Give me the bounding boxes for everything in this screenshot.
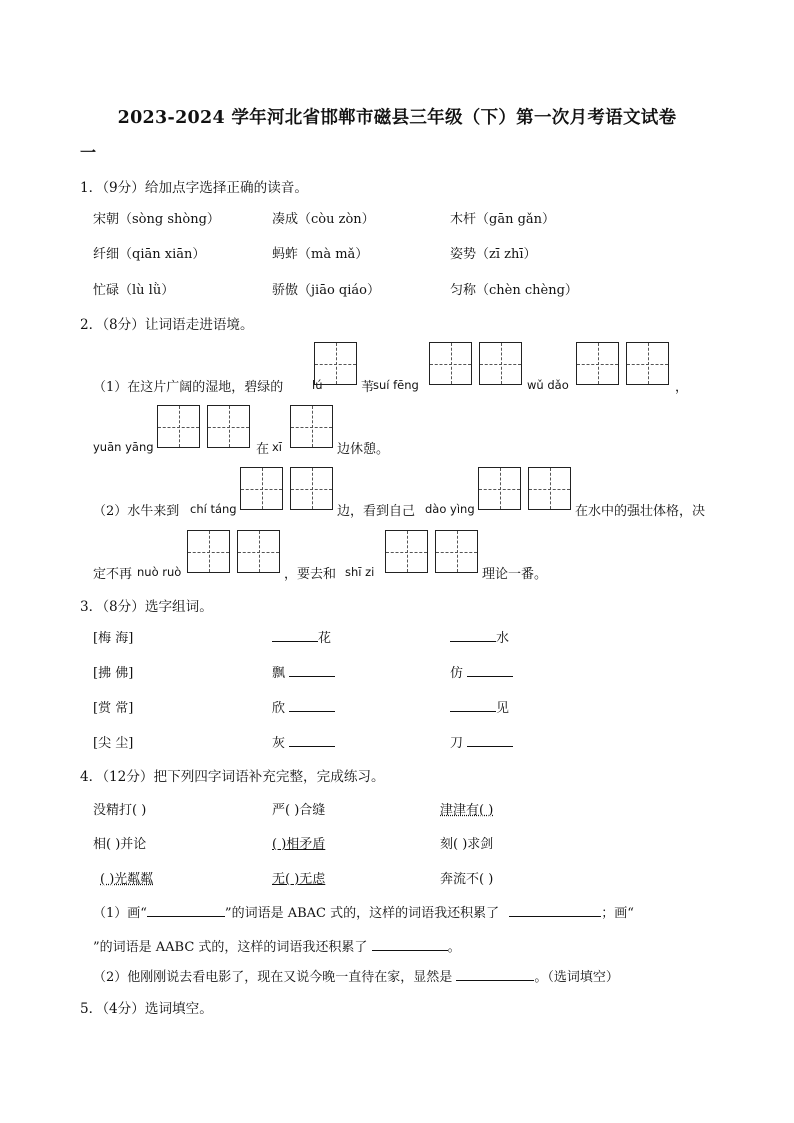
q2-text: 苇 — [361, 380, 375, 395]
answer-blank[interactable] — [450, 628, 496, 642]
q4-idiom[interactable]: ( )光粼粼 — [100, 872, 154, 887]
answer-blank[interactable] — [450, 698, 496, 712]
q3-stem: 3．（8分）选字组词。 — [80, 599, 213, 615]
q2-text: 在水中的强壮体格，决 — [575, 504, 706, 519]
q3-word[interactable]: 灰 — [272, 732, 335, 751]
q4-idiom[interactable]: 相( )并论 — [93, 837, 147, 852]
answer-blank[interactable] — [289, 663, 335, 677]
q2-text: ，要去和 — [284, 567, 337, 582]
q2-text: 在 — [256, 442, 270, 457]
page-title: 2023-2024 学年河北省邯郸市磁县三年级（下）第一次月考语文试卷 — [117, 108, 677, 128]
q4-sub1-cont: ”的词语是 AABC 式的，这样的词语我还积累了 。 — [93, 936, 461, 955]
writing-box[interactable] — [207, 405, 250, 448]
section-number: 一 — [80, 143, 97, 162]
q3-word[interactable]: 仿 — [450, 662, 513, 681]
q3-word[interactable]: 水 — [450, 627, 509, 646]
writing-box[interactable] — [435, 530, 478, 573]
answer-blank[interactable] — [467, 663, 513, 677]
q2-text: 边休憩。 — [337, 442, 390, 457]
pinyin: nuò ruò — [137, 565, 182, 579]
writing-box[interactable] — [478, 467, 521, 510]
q2-text: （2）水牛来到 — [93, 504, 180, 519]
q2-stem: 2．（8分）让词语走进语境。 — [80, 317, 254, 333]
pinyin: dào yìng — [425, 502, 475, 516]
q1-item: 匀称（chèn chèng） — [450, 283, 578, 298]
answer-blank[interactable] — [272, 628, 318, 642]
q1-item: 蚂蚱（mà mǎ） — [272, 247, 369, 262]
writing-box[interactable] — [290, 405, 333, 448]
pinyin: suí fēng — [373, 378, 419, 392]
writing-box[interactable] — [290, 467, 333, 510]
writing-box[interactable] — [626, 342, 669, 385]
q4-sub2: （2）他刚刚说去看电影了，现在又说今晚一直待在家，显然是 。（选词填空） — [93, 966, 619, 985]
q2-text: （1）在这片广阔的湿地，碧绿的 — [93, 380, 284, 395]
answer-blank[interactable] — [509, 903, 601, 917]
writing-box[interactable] — [479, 342, 522, 385]
q1-item: 凑成（còu zòn） — [272, 212, 375, 227]
writing-box[interactable] — [157, 405, 200, 448]
q3-word[interactable]: 见 — [450, 697, 509, 716]
pinyin: shī zi — [345, 565, 375, 579]
q1-item: 宋朝（sòng shòng） — [93, 212, 220, 227]
q4-idiom[interactable]: 严( )合缝 — [272, 803, 326, 818]
q2-text: 边，看到自己 — [337, 504, 416, 519]
answer-blank[interactable] — [289, 698, 335, 712]
q1-item: 木杆（gān gǎn） — [450, 212, 556, 227]
q1-item: 纤细（qiān xiān） — [93, 247, 206, 262]
q4-idiom[interactable]: 没精打( ) — [93, 803, 147, 818]
q4-idiom[interactable]: ( )相矛盾 — [272, 837, 326, 852]
pinyin: wǔ dǎo — [527, 378, 569, 392]
writing-box[interactable] — [528, 467, 571, 510]
pinyin: chí táng — [190, 502, 237, 516]
q2-text: 理论一番。 — [482, 567, 548, 582]
q4-idiom[interactable]: 刻( )求剑 — [440, 837, 494, 852]
q3-pair: [拂 佛] — [93, 666, 134, 681]
q3-word[interactable]: 欣 — [272, 697, 335, 716]
q3-pair: [尖 尘] — [93, 736, 134, 751]
q1-stem: 1．（9分）给加点字选择正确的读音。 — [80, 180, 308, 196]
q3-word[interactable]: 刀 — [450, 732, 513, 751]
q1-item: 忙碌（lù lǜ） — [93, 283, 175, 298]
q3-pair: [梅 海] — [93, 631, 134, 646]
writing-box[interactable] — [237, 530, 280, 573]
q1-item: 骄傲（jiāo qiáo） — [272, 283, 380, 298]
answer-blank[interactable] — [289, 733, 335, 747]
q4-idiom[interactable]: 奔流不( ) — [440, 872, 494, 887]
answer-blank[interactable] — [456, 967, 534, 981]
q3-word[interactable]: 飘 — [272, 662, 335, 681]
q4-sub1: （1）画“ ”的词语是 ABAC 式的，这样的词语我还积累了 ；画“ — [93, 902, 634, 921]
q3-word[interactable]: 花 — [272, 627, 331, 646]
writing-box[interactable] — [385, 530, 428, 573]
q5-stem: 5．（4分）选词填空。 — [80, 1001, 213, 1017]
q4-stem: 4．（12分）把下列四字词语补充完整，完成练习。 — [80, 769, 385, 785]
q3-pair: [赏 常] — [93, 701, 134, 716]
q4-idiom[interactable]: 无( )无虑 — [272, 872, 326, 887]
answer-blank[interactable] — [467, 733, 513, 747]
writing-box[interactable] — [429, 342, 472, 385]
pinyin: xī — [272, 440, 283, 454]
writing-box[interactable] — [576, 342, 619, 385]
q4-idiom[interactable]: 津津有( ) — [440, 803, 494, 818]
writing-box[interactable] — [314, 342, 357, 385]
writing-box[interactable] — [240, 467, 283, 510]
writing-box[interactable] — [187, 530, 230, 573]
pinyin: yuān yāng — [93, 440, 154, 454]
answer-blank[interactable] — [372, 937, 448, 951]
q2-text: 定不再 — [93, 567, 133, 582]
q1-item: 姿势（zī zhī） — [450, 247, 537, 262]
q2-text: ， — [675, 380, 689, 395]
answer-blank[interactable] — [147, 903, 225, 917]
pinyin: lú — [312, 378, 323, 392]
